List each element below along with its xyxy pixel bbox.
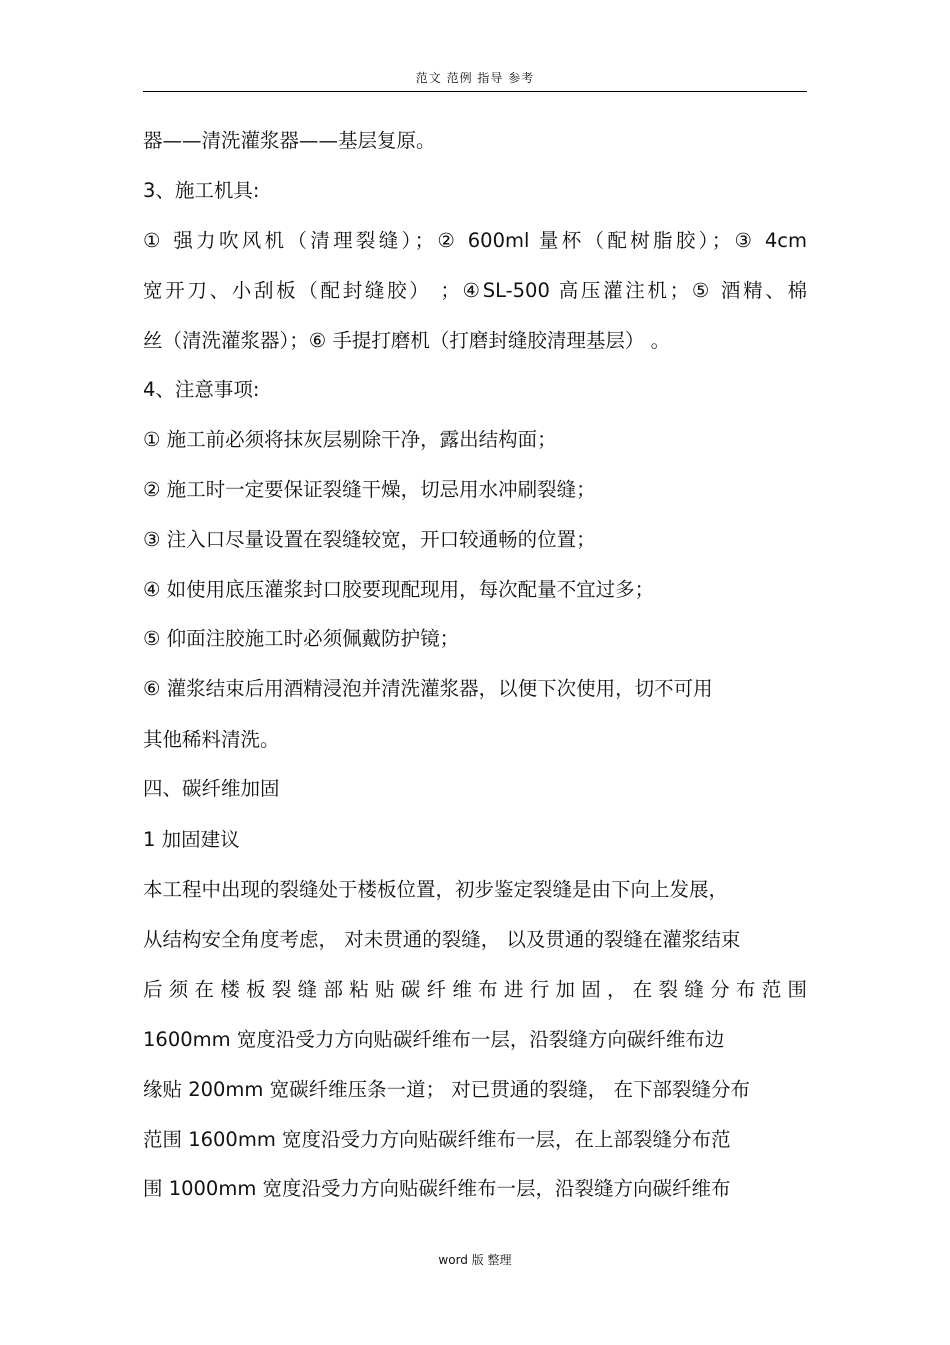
text-line: 器——清洗灌浆器——基层复原。 [143,129,436,152]
text-line: 后须在楼板裂缝部粘贴碳纤维布进行加固，在裂缝分布范围 [143,978,807,1001]
page-header: 范文 范例 指导 参考 [415,71,535,85]
text-line: ① 强力吹风机（清理裂缝）；② 600ml 量杯（配树脂胶）；③ 4cm [143,229,807,252]
list-item: ② 施工时一定要保证裂缝干燥，切忌用水冲刷裂缝； [143,478,596,501]
section-heading: 3、施工机具: [143,179,260,202]
section-heading: 四、碳纤维加固 [143,777,280,800]
section-heading: 1 加固建议 [143,828,240,851]
text-line: 丝（清洗灌浆器）；⑥ 手提打磨机（打磨封缝胶清理基层） 。 [143,329,671,352]
section-heading: 4、注意事项: [143,378,260,401]
text-line: 其他稀料清洗。 [143,728,280,751]
text-line: 宽开刀、小刮板（配封缝胶） ；④SL-500 高压灌注机；⑤ 酒精、棉 [143,279,807,302]
list-item: ⑥ 灌浆结束后用酒精浸泡并清洗灌浆器，以便下次使用，切不可用 [143,677,713,700]
header-divider [143,91,807,92]
list-item: ① 施工前必须将抹灰层剔除干净，露出结构面； [143,428,557,451]
text-line: 本工程中出现的裂缝处于楼板位置，初步鉴定裂缝是由下向上发展， [143,878,729,901]
list-item: ⑤ 仰面注胶施工时必须佩戴防护镜； [143,627,460,650]
list-item: ④ 如使用底压灌浆封口胶要现配现用，每次配量不宜过多； [143,578,655,601]
text-line: 围 1000mm 宽度沿受力方向贴碳纤维布一层，沿裂缝方向碳纤维布 [143,1177,731,1200]
text-line: 1600mm 宽度沿受力方向贴碳纤维布一层，沿裂缝方向碳纤维布边 [143,1028,725,1051]
list-item: ③ 注入口尽量设置在裂缝较宽，开口较通畅的位置； [143,528,596,551]
text-line: 从结构安全角度考虑， 对未贯通的裂缝， 以及贯通的裂缝在灌浆结束 [143,928,741,951]
text-line: 范围 1600mm 宽度沿受力方向贴碳纤维布一层，在上部裂缝分布范 [143,1128,731,1151]
text-line: 缘贴 200mm 宽碳纤维压条一道； 对已贯通的裂缝， 在下部裂缝分布 [143,1078,751,1101]
page-footer: word 版 整理 [438,1253,512,1267]
